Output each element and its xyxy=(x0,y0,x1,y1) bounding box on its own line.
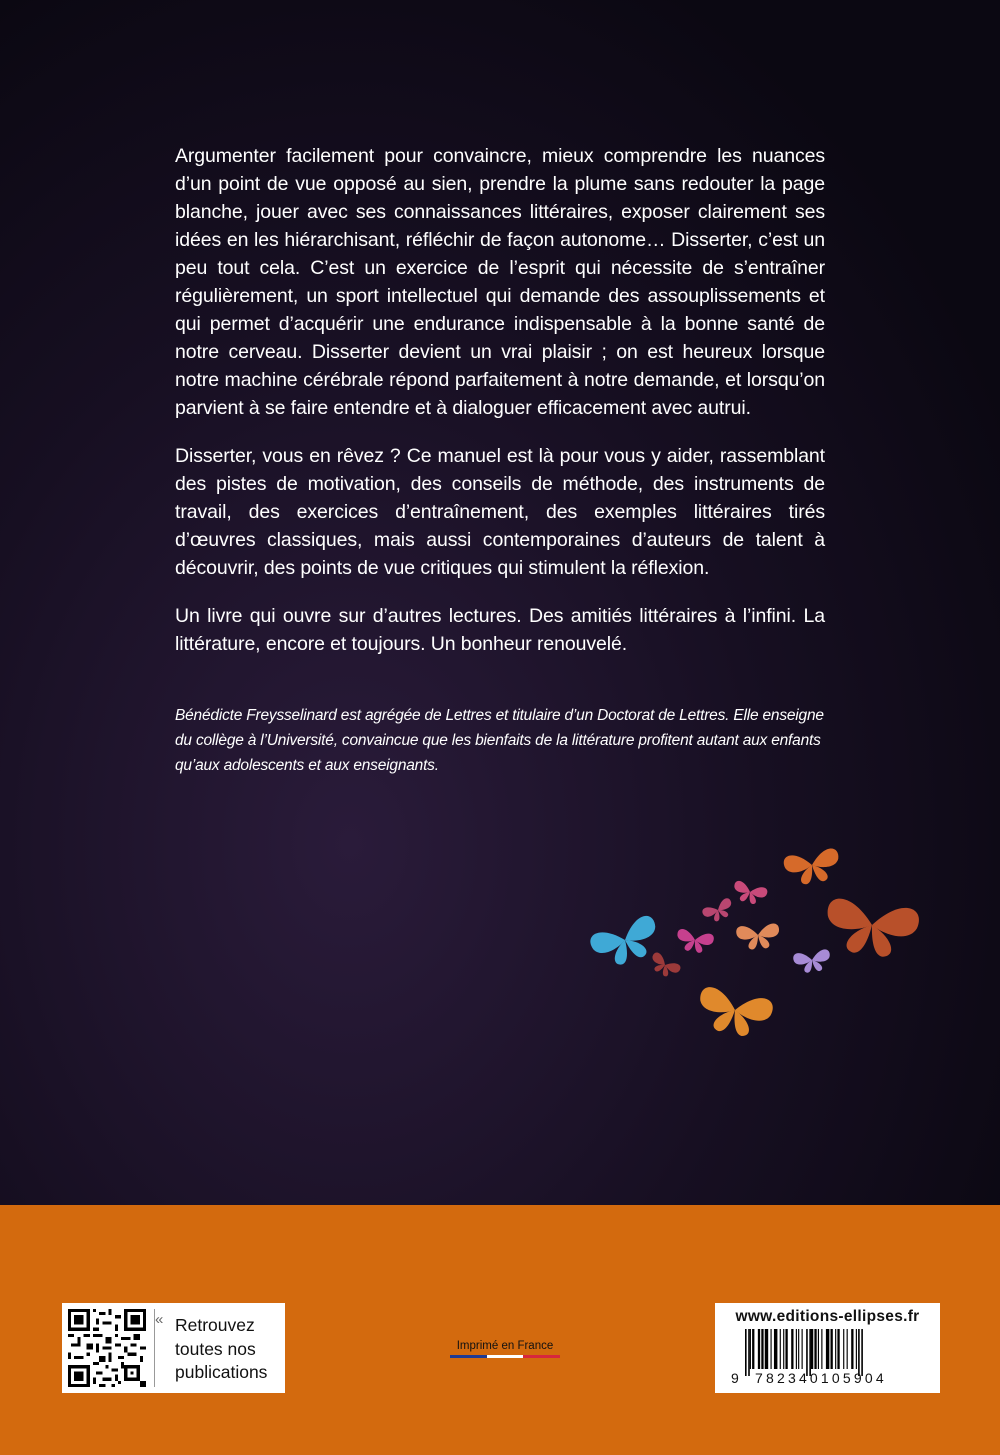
barcode-bar xyxy=(843,1329,844,1369)
blurb xyxy=(175,142,825,678)
barcode-bar xyxy=(750,1329,751,1369)
qr-code[interactable] xyxy=(68,1309,146,1387)
butterfly-orange-top xyxy=(783,847,843,887)
butterfly-magenta xyxy=(675,928,715,955)
qr-caption-line: Retrouvez xyxy=(175,1315,255,1335)
butterfly-red xyxy=(647,951,682,981)
barcode-guard-bar xyxy=(745,1329,747,1376)
qr-caption-line: toutes nos xyxy=(175,1338,256,1359)
barcode-bar xyxy=(831,1329,833,1369)
barcode-bar xyxy=(818,1329,819,1369)
blurb-paragraph-3: Un livre qui ouvre sur d’autres lectures. Des amitiés littéraires à l’infini. La littérature, encore et toujours. Un bonheur renouvelé. xyxy=(175,605,825,655)
barcode-bar xyxy=(856,1329,857,1369)
barcode-panel xyxy=(715,1303,940,1393)
barcode-bar xyxy=(785,1329,787,1369)
qr-panel[interactable] xyxy=(62,1303,285,1393)
butterfly-blue xyxy=(588,913,664,972)
isbn-first-digit: 9 xyxy=(731,1370,739,1386)
barcode-bar xyxy=(758,1329,760,1369)
butterflies-illustration xyxy=(550,830,950,1060)
barcode-guard-bar xyxy=(858,1329,860,1376)
butterfly-pink xyxy=(731,880,768,907)
butterfly-orange-bottom xyxy=(694,985,774,1041)
barcode-bar xyxy=(765,1329,768,1369)
flag-stripe-white xyxy=(487,1355,524,1358)
french-flag-icon xyxy=(450,1355,560,1358)
barcode-bar xyxy=(814,1329,816,1369)
barcode-bar xyxy=(837,1329,839,1369)
barcode-bar xyxy=(826,1329,829,1369)
isbn-digits: 782340105904 xyxy=(755,1370,887,1386)
barcode-bar xyxy=(798,1329,799,1369)
flag-stripe-blue xyxy=(450,1355,487,1358)
butterfly-large-orange xyxy=(822,897,920,961)
barcode-bar xyxy=(791,1329,793,1369)
chevron-left-icon: « xyxy=(155,1311,164,1328)
barcode-bar xyxy=(821,1329,822,1369)
barcode-bar xyxy=(774,1329,777,1369)
barcode-guard-bar xyxy=(809,1329,811,1376)
blurb-paragraph-2: Disserter, vous en rêvez ? Ce manuel est là pour vous y aider, rassemblant des pistes de motivation, des conseils de méthode, des instruments de travail, des exercices d’entraînement, des exemples littéraires tirés d’œuvres classiques, mais aussi contemporaines d’auteurs de talent à découvrir, des points de vue critiques qui stimulent la réflexion. xyxy=(175,445,825,579)
butterfly-peach xyxy=(736,923,781,951)
barcode-bar xyxy=(761,1329,763,1369)
barcode-guard-bar xyxy=(748,1329,750,1376)
isbn-barcode xyxy=(745,1329,925,1376)
barcode-guard-bar xyxy=(861,1329,863,1376)
barcode-bar xyxy=(835,1329,836,1369)
barcode-bar xyxy=(783,1329,784,1369)
barcode-bar xyxy=(796,1329,797,1369)
barcode-bar xyxy=(851,1329,853,1369)
barcode-guard-bar xyxy=(806,1329,808,1376)
blurb-paragraph-1: Argumenter facilement pour convaincre, mieux comprendre les nuances d’un point de vue opposé au sien, prendre la plume sans redouter la page blanche, jouer avec ses connaissances littéraires, exposer clairement ses idées en les hiérarchisant, réfléchir de façon autonome… Disserter, c’est un peu tout cela. C’est un exercice de l’esprit qui nécessite de s’entraîner régulièrement, un sport intellectuel qui demande des assouplissements et qui permet d’acquérir une endurance indispensable à la bonne santé de notre cerveau. Disserter devient un vrai plaisir ; on est heureux lorsque notre machine cérébrale répond parfaitement à notre demande, et lorsqu’on parvient à se faire entendre et à dialoguer efficacement avec autrui. xyxy=(175,145,825,419)
barcode-bar xyxy=(780,1329,781,1369)
printed-in-france xyxy=(450,1340,560,1358)
barcode-bar xyxy=(802,1329,803,1369)
butterfly-small-pink xyxy=(701,897,736,926)
flag-stripe-red xyxy=(523,1355,560,1358)
barcode-bar xyxy=(811,1329,813,1369)
publisher-website[interactable]: www.editions-ellipses.fr xyxy=(735,1308,920,1325)
qr-caption-line: publications xyxy=(175,1362,268,1382)
butterfly-lilac xyxy=(793,949,832,975)
author-bio: Bénédicte Freysselinard est agrégée de Lettres et titulaire d’un Doctorat de Lettres. Elle enseigne du collège à l’Université, convaincue que les bienfaits de la littérature profitent autant aux enfants qu’aux adolescents et aux enseignants. xyxy=(175,707,824,774)
barcode-bar xyxy=(752,1329,754,1369)
barcode-bar xyxy=(771,1329,772,1369)
barcode-bar xyxy=(847,1329,848,1369)
qr-caption xyxy=(175,1314,267,1385)
printed-label: Imprimé en France xyxy=(456,1340,554,1352)
